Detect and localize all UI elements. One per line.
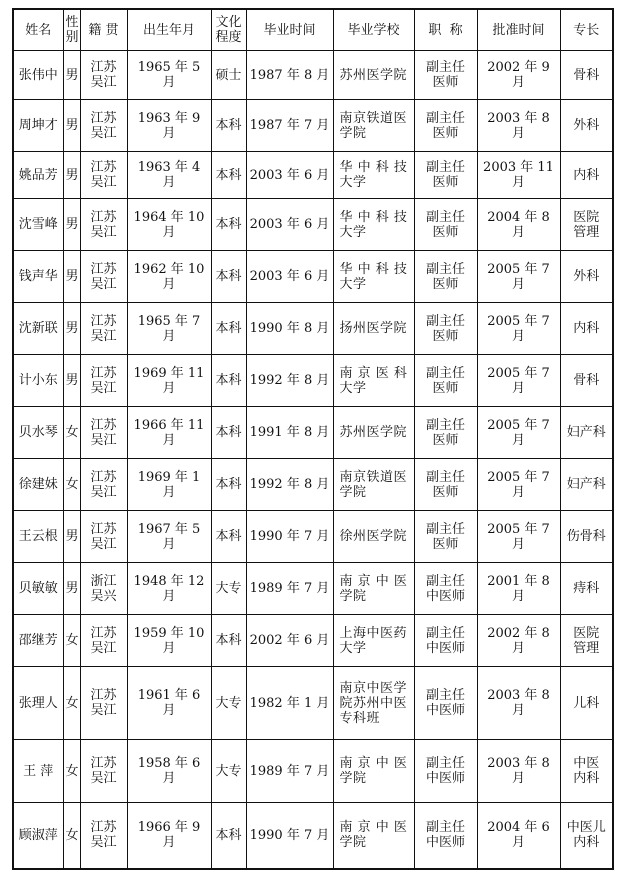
cell-graduation-time: 2003 年 6 月 [246,199,333,251]
table-body [13,51,613,869]
cell-graduation-time: 1989 年 7 月 [246,563,333,615]
cell-approval-time: 2004 年 8 月 [477,199,560,251]
header-sex: 性 别 [63,9,80,51]
cell-origin: 江苏 吴江 [80,667,127,740]
cell-education: 本科 [211,199,246,251]
table-row [13,303,613,355]
cell-name: 周坤才 [13,100,63,152]
cell-title: 副主任 中医师 [414,667,477,740]
cell-name: 王云根 [13,511,63,563]
cell-title: 副主任 医师 [414,51,477,100]
cell-graduation-time: 1991 年 8 月 [246,407,333,459]
cell-birth: 1965 年 5 月 [127,51,211,100]
cell-school: 南 京 医 科 大学 [333,355,414,407]
table-row [13,511,613,563]
table-row [13,51,613,100]
cell-sex: 男 [63,563,80,615]
cell-specialty: 妇产科 [560,459,613,511]
cell-sex: 男 [63,100,80,152]
cell-name: 计小东 [13,355,63,407]
cell-sex: 男 [63,199,80,251]
cell-graduation-time: 1987 年 7 月 [246,100,333,152]
table-row [13,152,613,199]
cell-origin: 江苏 吴江 [80,407,127,459]
cell-education: 本科 [211,459,246,511]
header-school: 毕业学校 [333,9,414,51]
cell-school: 南京中医学 院苏州中医 专科班 [333,667,414,740]
cell-school: 华 中 科 技 大学 [333,251,414,303]
cell-name: 张伟中 [13,51,63,100]
cell-title: 副主任 中医师 [414,740,477,803]
header-specialty: 专长 [560,9,613,51]
cell-origin: 江苏 吴江 [80,740,127,803]
cell-specialty: 内科 [560,152,613,199]
cell-sex: 男 [63,303,80,355]
cell-title: 副主任 中医师 [414,803,477,869]
cell-name: 沈新联 [13,303,63,355]
cell-approval-time: 2003 年 8 月 [477,667,560,740]
cell-name: 姚品芳 [13,152,63,199]
cell-title: 副主任 医师 [414,152,477,199]
cell-name: 王 萍 [13,740,63,803]
cell-graduation-time: 1990 年 7 月 [246,803,333,869]
cell-education: 本科 [211,152,246,199]
cell-approval-time: 2002 年 8 月 [477,615,560,667]
header-education: 文化 程度 [211,9,246,51]
header-origin: 籍 贯 [80,9,127,51]
cell-birth: 1963 年 9 月 [127,100,211,152]
cell-graduation-time: 1982 年 1 月 [246,667,333,740]
cell-origin: 江苏 吴江 [80,303,127,355]
cell-education: 本科 [211,355,246,407]
cell-specialty: 骨科 [560,51,613,100]
cell-sex: 男 [63,355,80,407]
table-row [13,199,613,251]
cell-school: 南 京 中 医 学院 [333,803,414,869]
table-row [13,740,613,803]
cell-specialty: 骨科 [560,355,613,407]
cell-title: 副主任 医师 [414,511,477,563]
cell-origin: 江苏 吴江 [80,100,127,152]
cell-birth: 1948 年 12 月 [127,563,211,615]
cell-graduation-time: 1992 年 8 月 [246,459,333,511]
cell-specialty: 外科 [560,100,613,152]
cell-title: 副主任 医师 [414,251,477,303]
cell-graduation-time: 1990 年 8 月 [246,303,333,355]
cell-specialty: 外科 [560,251,613,303]
table-row [13,459,613,511]
cell-birth: 1959 年 10 月 [127,615,211,667]
table-row [13,803,613,869]
cell-school: 徐州医学院 [333,511,414,563]
cell-origin: 江苏 吴江 [80,199,127,251]
cell-school: 华 中 科 技 大学 [333,152,414,199]
cell-birth: 1966 年 11 月 [127,407,211,459]
cell-title: 副主任 中医师 [414,615,477,667]
cell-education: 硕士 [211,51,246,100]
cell-school: 苏州医学院 [333,407,414,459]
cell-approval-time: 2004 年 6 月 [477,803,560,869]
cell-birth: 1963 年 4 月 [127,152,211,199]
cell-education: 本科 [211,615,246,667]
header-name: 姓名 [13,9,63,51]
cell-approval-time: 2005 年 7 月 [477,303,560,355]
table-row [13,355,613,407]
cell-name: 钱声华 [13,251,63,303]
cell-origin: 浙江 吴兴 [80,563,127,615]
cell-education: 大专 [211,563,246,615]
cell-school: 南京铁道医 学院 [333,100,414,152]
cell-education: 大专 [211,667,246,740]
cell-education: 大专 [211,740,246,803]
cell-specialty: 痔科 [560,563,613,615]
cell-sex: 男 [63,152,80,199]
cell-sex: 女 [63,740,80,803]
cell-sex: 男 [63,511,80,563]
cell-education: 本科 [211,303,246,355]
cell-graduation-time: 1990 年 7 月 [246,511,333,563]
cell-specialty: 中医 内科 [560,740,613,803]
cell-sex: 女 [63,615,80,667]
cell-origin: 江苏 吴江 [80,511,127,563]
cell-title: 副主任 医师 [414,407,477,459]
cell-name: 沈雪峰 [13,199,63,251]
cell-education: 本科 [211,511,246,563]
table-row [13,615,613,667]
cell-education: 本科 [211,100,246,152]
cell-name: 张理人 [13,667,63,740]
cell-birth: 1961 年 6 月 [127,667,211,740]
cell-birth: 1964 年 10 月 [127,199,211,251]
cell-birth: 1969 年 11 月 [127,355,211,407]
cell-title: 副主任 医师 [414,355,477,407]
cell-specialty: 医院 管理 [560,199,613,251]
cell-graduation-time: 2003 年 6 月 [246,152,333,199]
table-row [13,563,613,615]
cell-origin: 江苏 吴江 [80,355,127,407]
cell-education: 本科 [211,407,246,459]
cell-origin: 江苏 吴江 [80,615,127,667]
cell-approval-time: 2003 年 11 月 [477,152,560,199]
cell-school: 南京铁道医 学院 [333,459,414,511]
cell-title: 副主任 医师 [414,459,477,511]
cell-school: 南 京 中 医 学院 [333,563,414,615]
cell-school: 扬州医学院 [333,303,414,355]
cell-birth: 1965 年 7 月 [127,303,211,355]
cell-name: 邵继芳 [13,615,63,667]
cell-graduation-time: 1989 年 7 月 [246,740,333,803]
cell-origin: 江苏 吴江 [80,803,127,869]
cell-approval-time: 2005 年 7 月 [477,511,560,563]
cell-origin: 江苏 吴江 [80,51,127,100]
cell-origin: 江苏 吴江 [80,251,127,303]
table-row [13,100,613,152]
cell-education: 本科 [211,803,246,869]
cell-sex: 女 [63,803,80,869]
cell-specialty: 伤骨科 [560,511,613,563]
cell-birth: 1958 年 6 月 [127,740,211,803]
cell-approval-time: 2005 年 7 月 [477,251,560,303]
cell-birth: 1967 年 5 月 [127,511,211,563]
cell-approval-time: 2001 年 8 月 [477,563,560,615]
cell-sex: 女 [63,459,80,511]
cell-birth: 1969 年 1 月 [127,459,211,511]
cell-sex: 女 [63,407,80,459]
cell-sex: 男 [63,51,80,100]
cell-name: 贝水琴 [13,407,63,459]
header-row [13,9,613,51]
cell-approval-time: 2002 年 9 月 [477,51,560,100]
cell-specialty: 内科 [560,303,613,355]
cell-approval-time: 2003 年 8 月 [477,740,560,803]
cell-title: 副主任 医师 [414,100,477,152]
header-birth: 出生年月 [127,9,211,51]
table-row [13,251,613,303]
cell-approval-time: 2003 年 8 月 [477,100,560,152]
cell-name: 顾淑萍 [13,803,63,869]
cell-approval-time: 2005 年 7 月 [477,355,560,407]
cell-school: 华 中 科 技 大学 [333,199,414,251]
cell-school: 苏州医学院 [333,51,414,100]
cell-origin: 江苏 吴江 [80,152,127,199]
cell-title: 副主任 医师 [414,199,477,251]
cell-name: 贝敏敏 [13,563,63,615]
cell-approval-time: 2005 年 7 月 [477,407,560,459]
cell-graduation-time: 1992 年 8 月 [246,355,333,407]
cell-school: 上海中医药 大学 [333,615,414,667]
cell-name: 徐建妹 [13,459,63,511]
cell-school: 南 京 中 医 学院 [333,740,414,803]
cell-birth: 1962 年 10 月 [127,251,211,303]
cell-sex: 男 [63,251,80,303]
cell-approval-time: 2005 年 7 月 [477,459,560,511]
header-approval-time: 批准时间 [477,9,560,51]
header-title: 职 称 [414,9,477,51]
cell-sex: 女 [63,667,80,740]
cell-birth: 1966 年 9 月 [127,803,211,869]
cell-origin: 江苏 吴江 [80,459,127,511]
table-row [13,407,613,459]
cell-specialty: 中医儿 内科 [560,803,613,869]
cell-specialty: 儿科 [560,667,613,740]
cell-title: 副主任 中医师 [414,563,477,615]
staff-table [12,8,614,870]
cell-specialty: 妇产科 [560,407,613,459]
cell-education: 本科 [211,251,246,303]
header-graduation-time: 毕业时间 [246,9,333,51]
cell-graduation-time: 2003 年 6 月 [246,251,333,303]
cell-title: 副主任 医师 [414,303,477,355]
cell-specialty: 医院 管理 [560,615,613,667]
cell-graduation-time: 1987 年 8 月 [246,51,333,100]
table-row [13,667,613,740]
cell-graduation-time: 2002 年 6 月 [246,615,333,667]
